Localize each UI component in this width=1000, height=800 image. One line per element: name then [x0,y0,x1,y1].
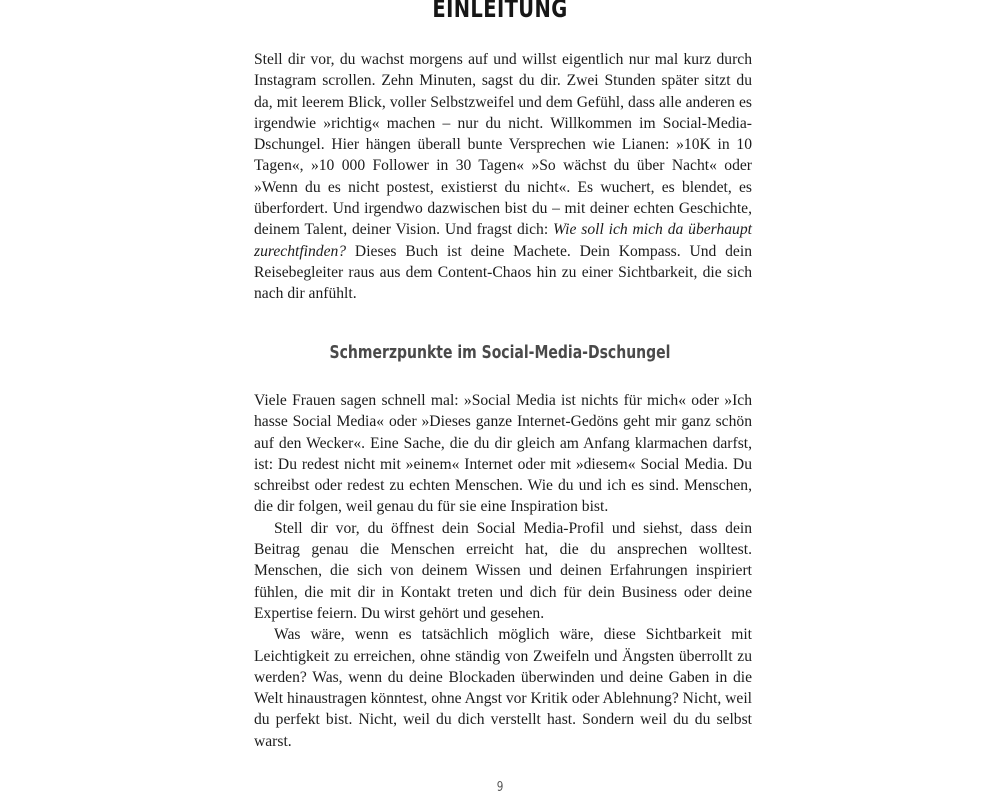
chapter-title: EINLEITUNG [432,0,568,23]
section-body [254,390,752,752]
section-paragraph-1: Viele Frauen sagen schnell mal: »Social Media ist nichts für mich« oder »Ich hasse Social Media« oder »Dieses ganze Internet-Gedöns geht mir ganz schön auf den Wecker«. Eine Sache, die du dir gleich am Anfang klarmachen darfst, ist: Du redest nicht mit »einem« Internet oder mit »diesem« Social Media. Du schreibst oder redest zu echten Menschen. Wie du und ich es sind. Menschen, die dir folgen, weil genau du für sie eine Inspiration bist. [254,392,752,516]
intro-paragraph [254,49,752,305]
page-number: 9 [496,780,504,795]
intro-text-part-1: Stell dir vor, du wachst morgens auf und willst eigentlich nur mal kurz durch Instagram scrollen. Zehn Minuten, sagst du dir. Zwei Stunden später sitzt du da, mit leerem Blick, voller Selbstzweifel und dem Gefühl, dass alle anderen es irgendwie »richtig« machen – nur du nicht. Willkommen im Social-Media-Dschungel. Hier hängen überall bunte Versprechen wie Lianen: »10K in 10 Tagen«, »10 000 Follower in 30 Tagen« »So wächst du über Nacht« oder »Wenn du es nicht postest, existierst du nicht«. Es wuchert, es blendet, es überfordert. Und irgendwo dazwischen bist du – mit deiner echten Geschichte, deinem Talent, deiner Vision. Und fragst dich: [254,51,752,239]
intro-text-part-2: Dieses Buch ist deine Machete. Dein Kompass. Und dein Reisebegleiter raus aus dem Content-Chaos hin zu einer Sichtbarkeit, die sich nach dir anfühlt. [254,242,752,303]
intro-italic-question: Wie soll ich mich da überhaupt zurechtfinden? [254,221,752,260]
section-paragraph-2: Stell dir vor, du öffnest dein Social Media-Profil und siehst, dass dein Beitrag genau die Menschen erreicht hat, die du ansprechen wolltest. Menschen, die sich von deinem Wissen und deinen Erfahrungen inspiriert fühlen, die mit dir in Kontakt treten und dich für dein Business oder deine Expertise feiern. Du wirst gehört und gesehen. [254,519,752,622]
intro-text [254,49,752,305]
section-paragraph-3: Was wäre, wenn es tatsächlich möglich wäre, diese Sichtbarkeit mit Leichtigkeit zu erreichen, ohne ständig von Zweifeln und Ängsten überrollt zu werden? Was, wenn du deine Blockaden überwinden und deine Gaben in die Welt hinaustragen könntest, ohne Angst vor Kritik oder Ablehnung? Nicht, weil du perfekt bist. Nicht, weil du dich verstellt hast. Sondern weil du du selbst warst. [254,626,752,750]
section-heading: Schmerzpunkte im Social-Media-Dschungel [329,343,671,363]
